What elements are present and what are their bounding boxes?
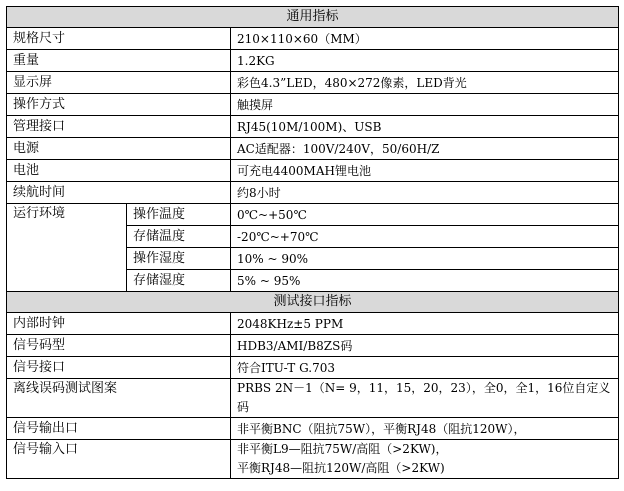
table-row	[7, 94, 619, 116]
row-value: 5% ~ 95%	[231, 270, 619, 292]
section-title-general: 通用指标	[7, 7, 619, 28]
row-label: 电池	[7, 160, 231, 182]
row-value: 约8小时	[231, 182, 619, 204]
row-value-multiline	[231, 440, 619, 479]
row-value: 1.2KG	[231, 50, 619, 72]
table-row	[7, 182, 619, 204]
value-line: 非平衡L9—阻抗75W/高阻（>2KW)，	[237, 442, 448, 456]
sub-row-label: 操作温度	[127, 204, 231, 226]
section-header-row	[7, 292, 619, 313]
row-value: AC适配器：100V/240V，50/60H/Z	[231, 138, 619, 160]
row-label: 续航时间	[7, 182, 231, 204]
environment-label: 运行环境	[7, 204, 127, 292]
value-line: 平衡RJ48—阻抗120W/高阻（>2KW)	[237, 461, 445, 475]
row-label: 重量	[7, 50, 231, 72]
table-row	[7, 313, 619, 335]
section-title-interface: 测试接口指标	[7, 292, 619, 313]
row-value: 符合ITU-T G.703	[231, 357, 619, 379]
row-label: 操作方式	[7, 94, 231, 116]
row-label: 信号接口	[7, 357, 231, 379]
table-row	[7, 160, 619, 182]
table-row	[7, 72, 619, 94]
row-value: 0℃~+50℃	[231, 204, 619, 226]
row-value: 可充电4400MAH锂电池	[231, 160, 619, 182]
table-row	[7, 335, 619, 357]
row-label: 内部时钟	[7, 313, 231, 335]
row-value: HDB3/AMI/B8ZS码	[231, 335, 619, 357]
sub-row-label: 操作湿度	[127, 248, 231, 270]
row-value: 触摸屏	[231, 94, 619, 116]
section-header-row	[7, 7, 619, 28]
row-label: 规格尺寸	[7, 28, 231, 50]
row-value: 10% ~ 90%	[231, 248, 619, 270]
table-row	[7, 440, 619, 479]
table-row	[7, 138, 619, 160]
row-label: 显示屏	[7, 72, 231, 94]
row-label: 管理接口	[7, 116, 231, 138]
table-row	[7, 28, 619, 50]
sub-row-label: 存储湿度	[127, 270, 231, 292]
table-row	[7, 50, 619, 72]
row-label: 电源	[7, 138, 231, 160]
row-label: 信号码型	[7, 335, 231, 357]
table-row	[7, 204, 619, 226]
row-label: 信号输出口	[7, 418, 231, 440]
row-value: 2048KHz±5 PPM	[231, 313, 619, 335]
sub-row-label: 存储温度	[127, 226, 231, 248]
row-value: PRBS 2N－1（N= 9，11，15，20，23），全0，全1，16位自定义码	[231, 379, 619, 418]
row-label: 信号输入口	[7, 440, 231, 479]
spec-table	[6, 6, 619, 479]
table-row	[7, 379, 619, 418]
row-value: -20℃~+70℃	[231, 226, 619, 248]
row-label: 离线误码测试图案	[7, 379, 231, 418]
table-row	[7, 357, 619, 379]
row-value: 非平衡BNC（阻抗75W），平衡RJ48（阻抗120W），	[231, 418, 619, 440]
table-row	[7, 116, 619, 138]
row-value: 210×110×60（MM）	[231, 28, 619, 50]
row-value: 彩色4.3”LED，480×272像素，LED背光	[231, 72, 619, 94]
table-row	[7, 418, 619, 440]
row-value: RJ45(10M/100M)、USB	[231, 116, 619, 138]
